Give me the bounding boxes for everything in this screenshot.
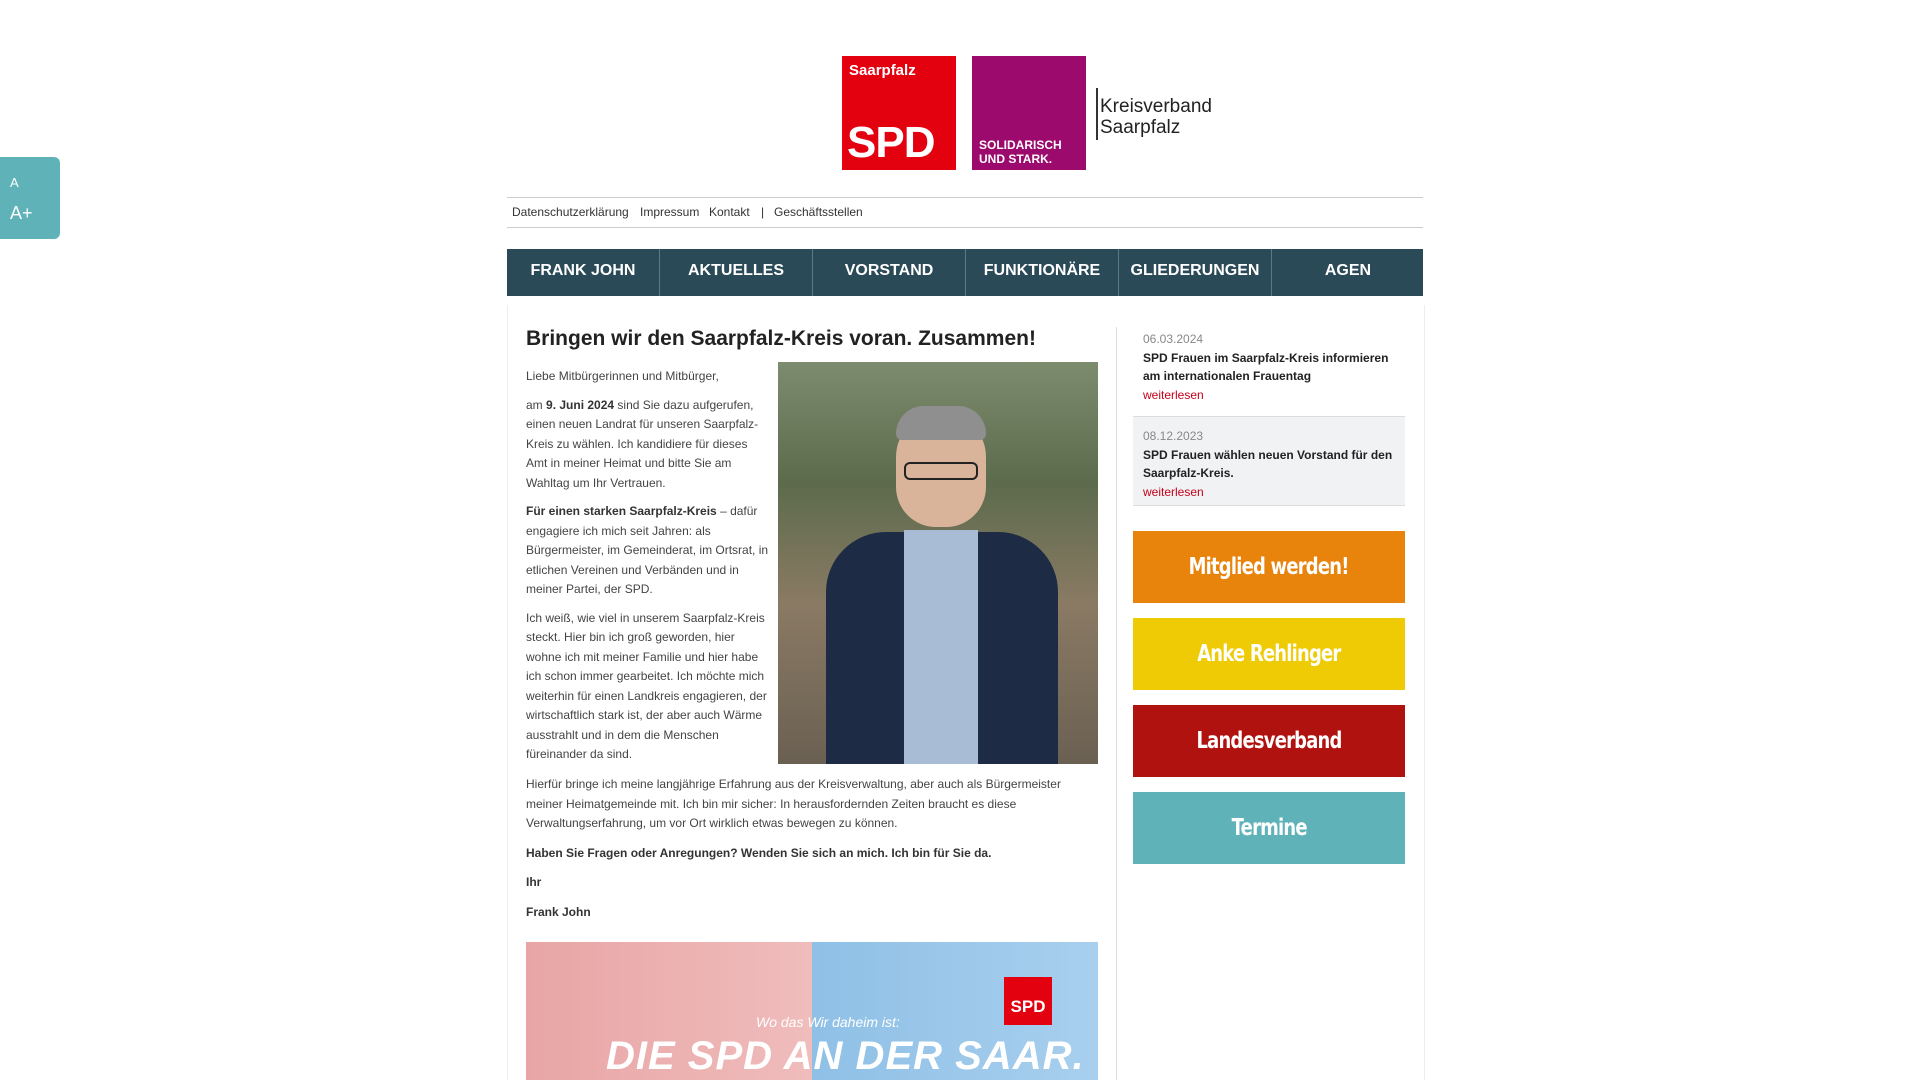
kreisverband-line1: Kreisverband (1100, 96, 1212, 117)
banner-rehlinger-label: Anke Rehlinger (1197, 641, 1341, 667)
article-intro-column (526, 367, 771, 774)
p5-bold: Haben Sie Fragen oder Anregungen? Wenden Sie sich an mich. Ich bin für Sie da. (526, 845, 992, 860)
photo-slogan-small: Wo das Wir daheim ist: (756, 1014, 900, 1030)
banner-termine[interactable] (1133, 792, 1405, 864)
logo-divider (1096, 88, 1098, 140)
logo-spd-text: SPD (847, 118, 935, 167)
kreisverband-label (1100, 96, 1212, 138)
column-divider (1116, 327, 1117, 1080)
nav-item-agenda[interactable]: AGEN (1324, 262, 1372, 279)
read-more-link[interactable]: weiterlesen (1143, 387, 1204, 402)
meta-links (507, 197, 1423, 228)
banner-landesverband-label: Landesverband (1196, 728, 1342, 754)
spd-logo (842, 56, 956, 170)
link-contact[interactable]: Kontakt (709, 205, 750, 219)
signature (526, 903, 1098, 923)
news-title[interactable]: SPD Frauen wählen neuen Vorstand für den Saarpfalz-Kreis. (1143, 447, 1393, 480)
logo-slogan-line2: UND STARK. (979, 152, 1053, 166)
closing-text: Ihr (526, 875, 542, 889)
closing (526, 873, 1098, 893)
nav-item-frank-john[interactable]: FRANK JOHN (507, 249, 660, 296)
greeting: Liebe Mitbürgerinnen und Mitbürger, (526, 369, 719, 383)
link-privacy[interactable]: Datenschutzerklärung (512, 205, 629, 219)
candidate-portrait (778, 362, 1098, 764)
kreisverband-line2: Saarpfalz (1100, 117, 1181, 138)
p2-bold: Für einen starken Saarpfalz-Kreis (526, 504, 717, 518)
portrait-glasses (904, 462, 978, 480)
photo-slogan-large: DIE SPD AN DER SAAR. (606, 1034, 1085, 1078)
font-size-larger-button[interactable]: A+ (10, 203, 33, 223)
banner-landesverband[interactable] (1133, 705, 1405, 777)
read-more-link[interactable]: weiterlesen (1143, 484, 1204, 499)
news-item (1133, 320, 1405, 412)
banner-join-party[interactable] (1133, 531, 1405, 603)
portrait-shirt (904, 530, 978, 764)
news-date: 08.12.2023 (1143, 429, 1204, 443)
portrait-hair (896, 406, 986, 440)
news-title[interactable]: SPD Frauen im Saarpfalz-Kreis informieren am internationalen Frauentag (1143, 350, 1389, 383)
font-size-widget (0, 157, 60, 239)
link-imprint[interactable]: Impressum (640, 205, 700, 219)
nav-item-vorstand[interactable]: VORSTAND (813, 249, 966, 296)
news-item (1133, 416, 1405, 506)
paragraph-4: Hierfür bringe ich meine langjährige Erfahrung aus der Kreisverwaltung, aber auch als Bürgermeister meiner Heimatgemeinde mit. Ich bin mir sicher: In herausfordernden Zeiten braucht es diese Verwaltungserfahrung, um vor Ort wirklich etwas bewegen zu können. (526, 777, 1061, 830)
logo-spd-region: Saarpfalz (849, 62, 916, 79)
nav-item-aktuelles[interactable]: AKTUELLES (660, 249, 813, 296)
paragraph-3: Ich weiß, wie viel in unserem Saarpfalz-Kreis steckt. Hier bin ich groß geworden, hier wohne ich mit meiner Familie und hier habe ich schon immer gearbeitet. Ich möchte mich weiterhin für einen Landkreis engagieren, der wirtschaftlich stark ist, der aber auch Wärme ausstrahlt und in dem die Menschen füreinander da sind. (526, 610, 767, 761)
election-date: 9. Juni 2024 (546, 397, 615, 412)
photo-spd-mark: SPD (1004, 977, 1052, 1025)
paragraph-1 (526, 396, 771, 494)
main-navigation (507, 249, 1423, 296)
article-body-full (526, 775, 1098, 932)
logo-slogan-line1: SOLIDARISCH (979, 138, 1062, 152)
nav-item-funktionaere[interactable]: FUNKTIONÄRE (966, 249, 1119, 296)
p1-pre: am (526, 397, 547, 412)
campaign-photo (526, 942, 1098, 1080)
page-wrapper (507, 0, 1423, 1080)
content-area (507, 305, 1425, 1080)
logo-slogan (979, 138, 1062, 166)
p1-post: sind Sie dazu aufgerufen, einen neuen Landrat für unseren Saarpfalz-Kreis zu wählen. Ich kandidiere für dieses Amt in meiner Heimat und bitte Sie am Wahltag um Ihr Vertrauen. (526, 397, 759, 490)
banner-anke-rehlinger[interactable] (1133, 618, 1405, 690)
paragraph-2 (526, 502, 771, 600)
p2-post: – dafür engagiere ich mich seit Jahren: als Bürgermeister, im Gemeinderat, im Ortsrat, in etlichen Vereinen und Verbänden und in meiner Partei, der SPD. (526, 504, 769, 596)
solidarisch-logo (972, 56, 1086, 170)
news-date: 06.03.2024 (1143, 332, 1204, 346)
link-separator: | (761, 205, 765, 219)
banner-join-label: Mitglied werden! (1188, 554, 1350, 580)
link-offices[interactable]: Geschäftsstellen (774, 205, 863, 219)
paragraph-5 (526, 844, 1098, 864)
nav-item-gliederungen[interactable]: GLIEDERUNGEN (1119, 249, 1272, 296)
banner-termine-label: Termine (1231, 815, 1307, 841)
signature-text: Frank John (526, 904, 591, 919)
font-size-normal-button[interactable]: A (10, 175, 19, 190)
page-title: Bringen wir den Saarpfalz-Kreis voran. Zusammen! (526, 327, 1036, 350)
